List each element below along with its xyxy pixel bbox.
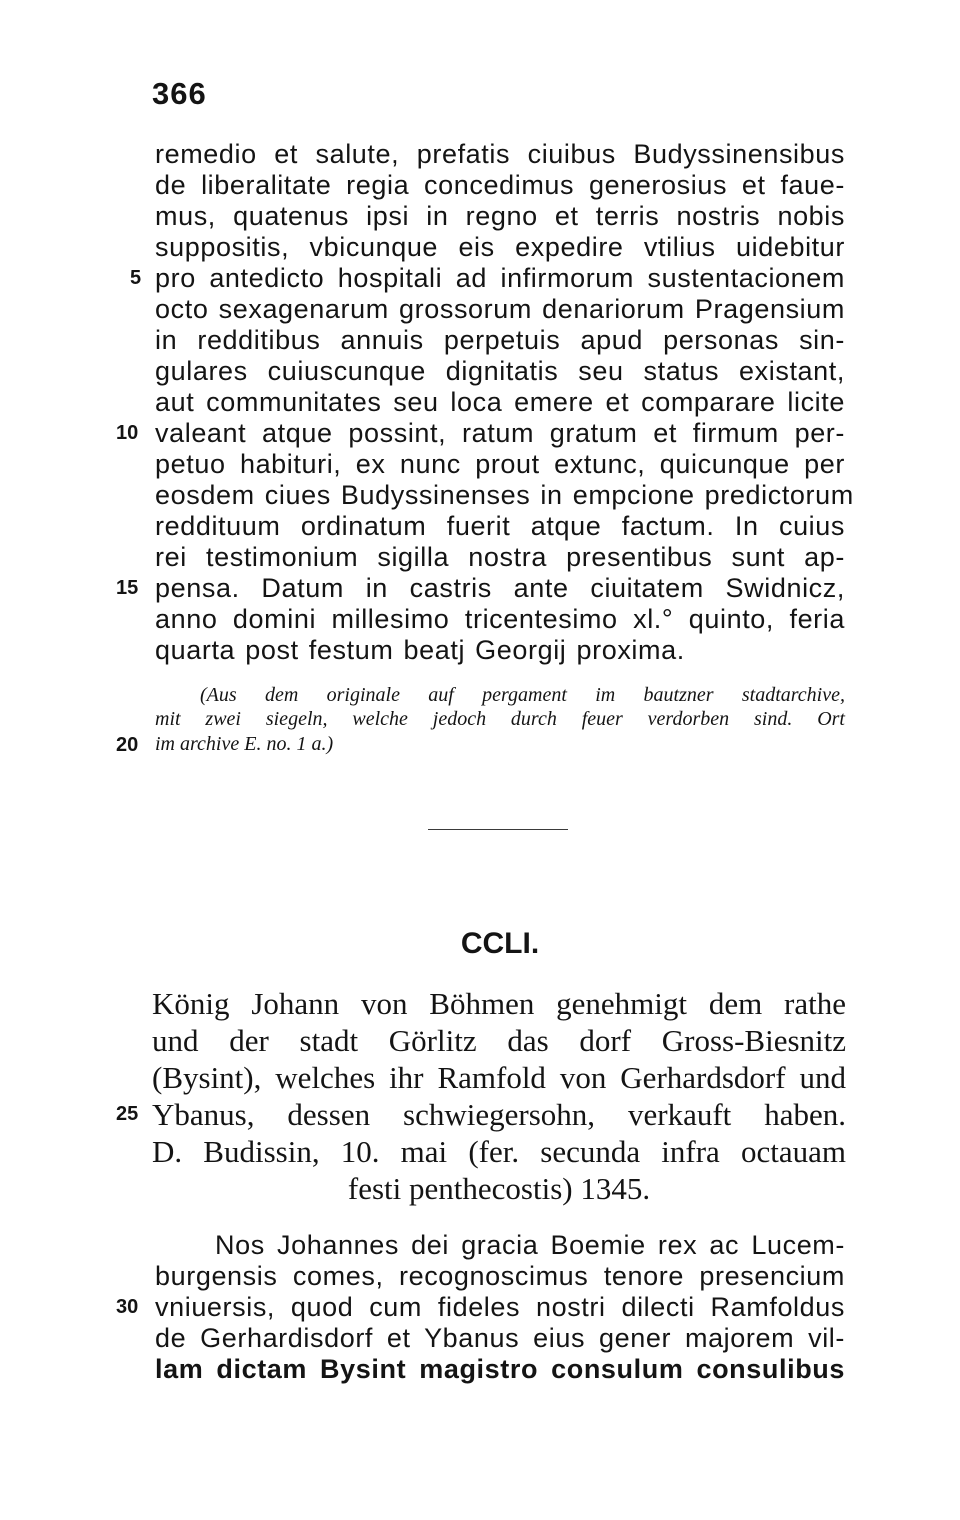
body-line: mus, quatenus ipsi in regno et terris nostris nobis (155, 201, 845, 231)
line-number: 10 (116, 422, 139, 444)
body-line: valeant atque possint, ratum gratum et firmum per- (155, 418, 845, 448)
charter-line: burgensis comes, recognoscimus tenore presencium (155, 1261, 845, 1291)
heading-line: festi penthecostis) 1345. (347, 1171, 651, 1206)
body-line: remedio et salute, prefatis ciuibus Budyssinensibus (155, 139, 845, 169)
body-line: anno domini millesimo tricentesimo xl.° quinto, feria (155, 604, 845, 634)
charter-line: vniuersis, quod cum fideles nostri dilecti Ramfoldus (155, 1292, 845, 1322)
body-line: aut communitates seu loca emere et comparare licite (155, 387, 845, 417)
section-divider (428, 829, 568, 830)
heading-line: König Johann von Böhmen genehmigt dem rathe (152, 986, 846, 1021)
charter-line: lam dictam Bysint magistro consulum consulibus (155, 1354, 845, 1384)
line-number: 5 (130, 267, 142, 289)
body-line: reddituum ordinatum fuerit atque factum. In cuius (155, 511, 845, 541)
line-number: 30 (116, 1296, 139, 1318)
note-line: im archive E. no. 1 a.) (155, 733, 334, 755)
heading-line: und der stadt Görlitz das dorf Gross-Biesnitz (152, 1023, 846, 1058)
body-line: in redditibus annuis perpetuis apud personas sin- (155, 325, 845, 355)
body-line: quarta post festum beatj Georgij proxima. (155, 635, 685, 665)
body-line: octo sexagenarum grossorum denariorum Pragensium (155, 294, 845, 324)
heading-line: D. Budissin, 10. mai (fer. secunda infra octauam (152, 1134, 846, 1169)
note-line: (Aus dem originale auf pergament im bautzner stadtarchive, (200, 684, 845, 706)
body-line: pro antedicto hospitali ad infirmorum sustentacionem (155, 263, 845, 293)
line-number: 15 (116, 577, 139, 599)
line-number: 20 (116, 734, 139, 756)
body-line: suppositis, vbicunque eis expedire vtilius uidebitur (155, 232, 845, 262)
line-number: 25 (116, 1103, 139, 1125)
document-number: CCLI. (460, 927, 540, 960)
page-number: 366 (152, 76, 207, 111)
body-line: rei testimonium sigilla nostra presentibus sunt ap- (155, 542, 845, 572)
charter-line: de Gerhardisdorf et Ybanus eius gener majorem vil- (155, 1323, 845, 1353)
heading-line: Ybanus, dessen schwiegersohn, verkauft haben. (152, 1097, 846, 1132)
body-line: de liberalitate regia concedimus generosius et faue- (155, 170, 845, 200)
body-line: eosdem ciues Budyssinenses in empcione predictorum (155, 480, 854, 510)
charter-line: Nos Johannes dei gracia Boemie rex ac Lucem- (215, 1230, 845, 1260)
note-line: mit zwei siegeln, welche jedoch durch feuer verdorben sind. Ort (155, 708, 845, 730)
body-line: petuo habituri, ex nunc prout extunc, quicunque per (155, 449, 845, 479)
body-line: gulares cuiuscunque dignitatis seu status existant, (155, 356, 845, 386)
body-line: pensa. Datum in castris ante ciuitatem Swidnicz, (155, 573, 845, 603)
heading-line: (Bysint), welches ihr Ramfold von Gerhardsdorf und (152, 1060, 846, 1095)
